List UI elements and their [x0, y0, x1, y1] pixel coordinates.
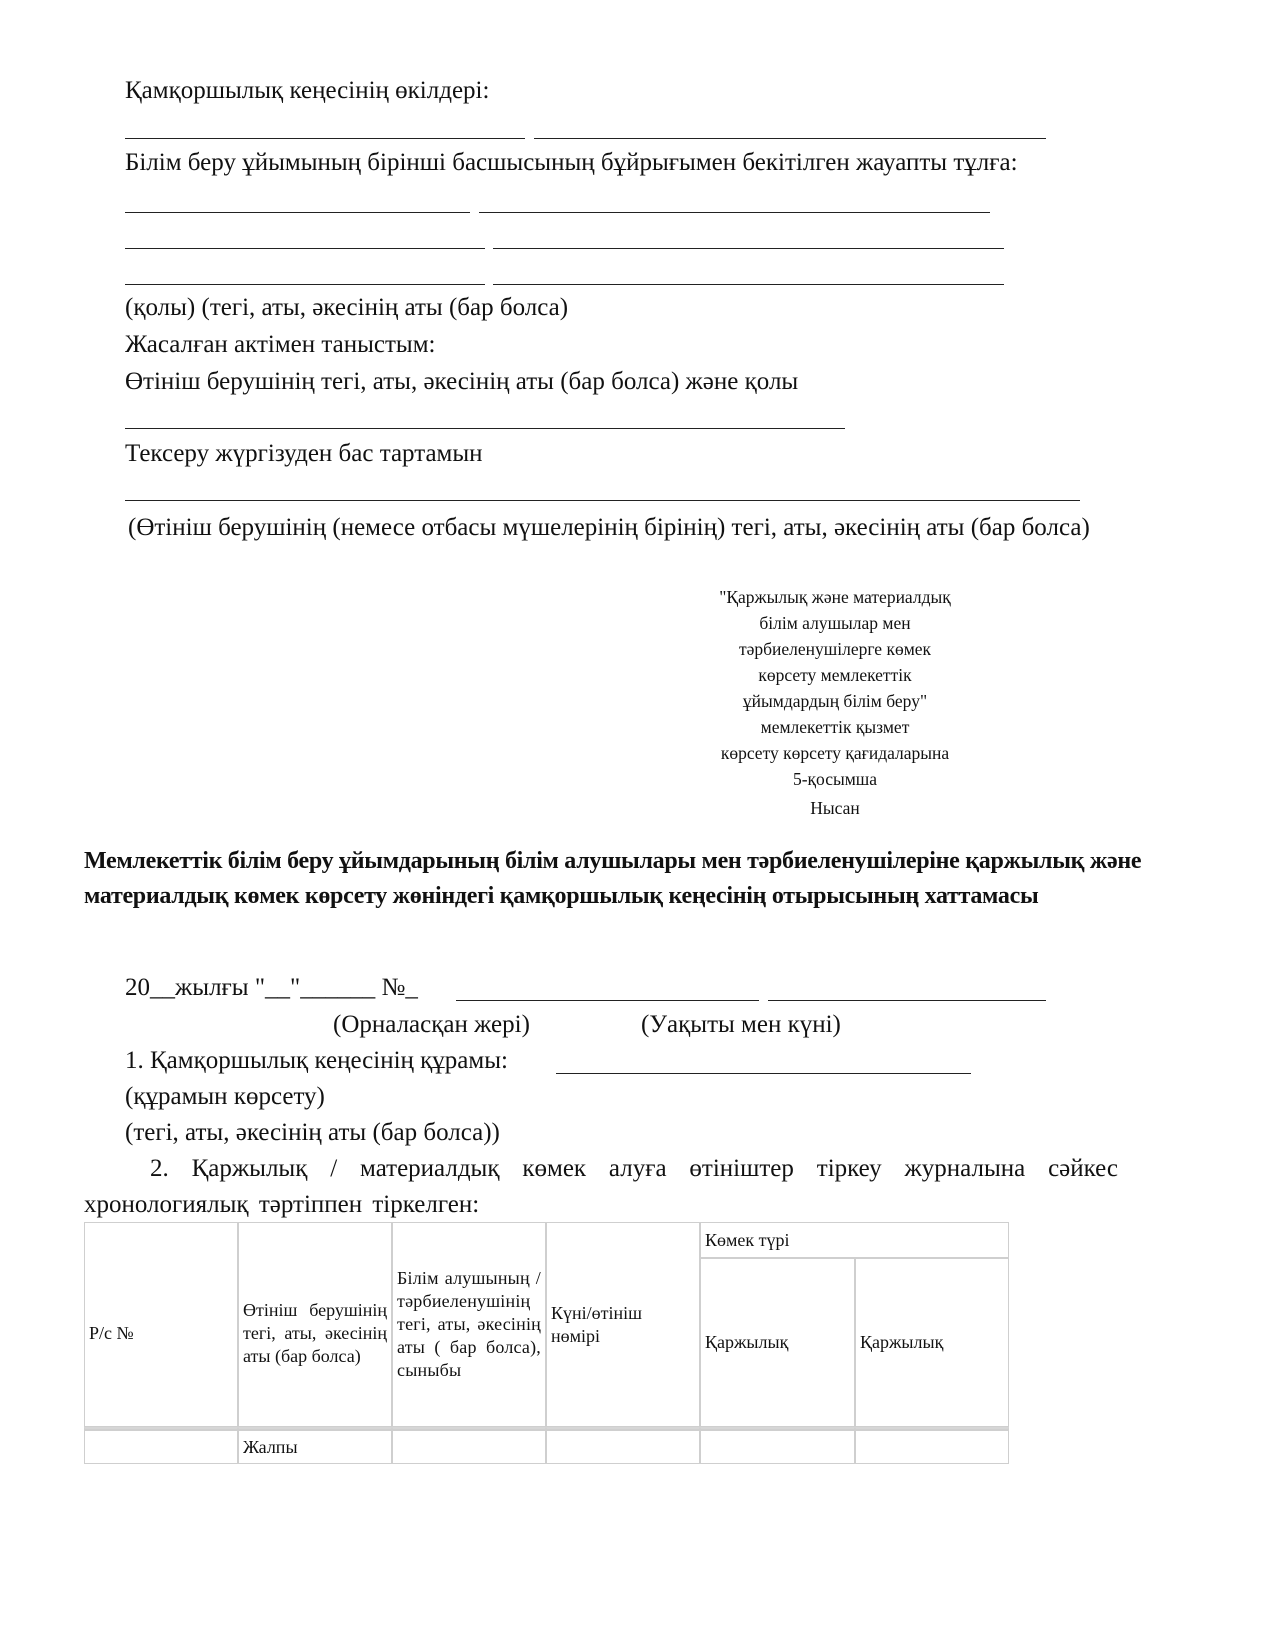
responsible-person-label: Білім беру ұйымының бірінші басшысының бұйрығымен бекітілген жауапты тұлға:	[125, 149, 1018, 176]
annex-line: мемлекеттік қызмет	[760, 717, 910, 737]
applicant-signature-blank[interactable]	[125, 428, 845, 429]
header-cell-applicant: Өтініш берушінің тегі, аты, әкесінің аты (бар болса)	[238, 1222, 392, 1427]
refusal-signature-blank[interactable]	[125, 500, 1080, 501]
header-cell-student: Білім алушының / тәрбиеленушінің тегі, аты, әкесінің аты ( бар болса), сыныбы	[392, 1222, 546, 1427]
signature-caption: (қолы) (тегі, аты, әкесінің аты (бар болса)	[125, 294, 569, 321]
item1-caption-composition: (құрамын көрсету)	[125, 1083, 325, 1110]
form-label: Нысан	[810, 798, 860, 818]
council-rep-signature-blank[interactable]	[125, 138, 525, 139]
table-row	[84, 1430, 1009, 1464]
refusal-caption: (Өтініш берушінің (немесе отбасы мүшелерінің бірінің) тегі, аты, әкесінің аты (бар болса)	[128, 514, 1090, 541]
item1-label: 1. Қамқоршылық кеңесінің құрамы:	[125, 1047, 508, 1074]
time-blank[interactable]	[768, 1000, 1046, 1001]
annex-line: "Қаржылық және материалдық	[719, 587, 951, 607]
header-cell-financial-1: Қаржылық	[700, 1258, 855, 1427]
annex-line: көрсету көрсету қағидаларына	[720, 743, 950, 763]
annex-line: көрсету мемлекеттік	[758, 665, 912, 685]
header-cell-financial-2: Қаржылық	[855, 1258, 1009, 1427]
header-cell-date-number: Күні/өтініш нөмірі	[546, 1222, 700, 1427]
responsible-signature-blank-1[interactable]	[125, 212, 470, 213]
responsible-name-blank-3[interactable]	[493, 284, 1004, 285]
cell-financial-1[interactable]	[700, 1430, 855, 1464]
applications-table	[84, 1222, 1009, 1464]
applicant-signature-label: Өтініш берушінің тегі, аты, әкесінің аты (бар болса) және қолы	[125, 368, 799, 395]
responsible-signature-blank-2[interactable]	[125, 248, 485, 249]
annex-line: 5-қосымша	[792, 769, 878, 789]
responsible-signature-blank-3[interactable]	[125, 284, 485, 285]
annex-reference	[690, 584, 980, 821]
cell-student[interactable]	[392, 1430, 546, 1464]
refusal-label: Тексеру жүргізуден бас тартамын	[125, 440, 483, 467]
header-cell-aid-type: Көмек түрі	[700, 1222, 1009, 1258]
council-representatives-label: Қамқоршылық кеңесінің өкілдері:	[125, 77, 490, 104]
header-cell-number: Р/с №	[84, 1222, 238, 1427]
table-header-row	[84, 1222, 1009, 1258]
protocol-date-line: 20__жылғы "__"______ №_	[125, 974, 418, 1001]
cell-number[interactable]	[84, 1430, 238, 1464]
annex-line: ұйымдардың білім беру"	[742, 691, 928, 711]
annex-line: тәрбиеленушілерге көмек	[738, 639, 932, 659]
cell-applicant: Жалпы	[238, 1430, 392, 1464]
council-rep-name-blank[interactable]	[534, 138, 1046, 139]
time-caption: (Уақыты мен күні)	[641, 1011, 841, 1038]
responsible-name-blank-2[interactable]	[493, 248, 1004, 249]
council-composition-blank[interactable]	[556, 1073, 971, 1074]
annex-line: білім алушылар мен	[759, 613, 911, 633]
document-title: Мемлекеттік білім беру ұйымдарының білім алушылары мен тәрбиеленушілеріне қаржылық және материалдық көмек көрсету жөніндегі қамқоршылық кеңесінің отырысының хаттамасы	[84, 848, 1142, 909]
cell-date-number[interactable]	[546, 1430, 700, 1464]
item1-caption-names: (тегі, аты, әкесінің аты (бар болса))	[125, 1119, 500, 1146]
cell-financial-2[interactable]	[855, 1430, 1009, 1464]
place-caption: (Орналасқан жері)	[333, 1011, 530, 1038]
responsible-name-blank-1[interactable]	[479, 212, 990, 213]
item2-text: 2. Қаржылық / материалдық көмек алуға өтініштер тіркеу журналына сәйкес хронологиялық тәртіппен тіркелген:	[84, 1155, 1118, 1218]
acquainted-label: Жасалған актімен таныстым:	[125, 331, 436, 358]
place-blank[interactable]	[456, 1000, 759, 1001]
